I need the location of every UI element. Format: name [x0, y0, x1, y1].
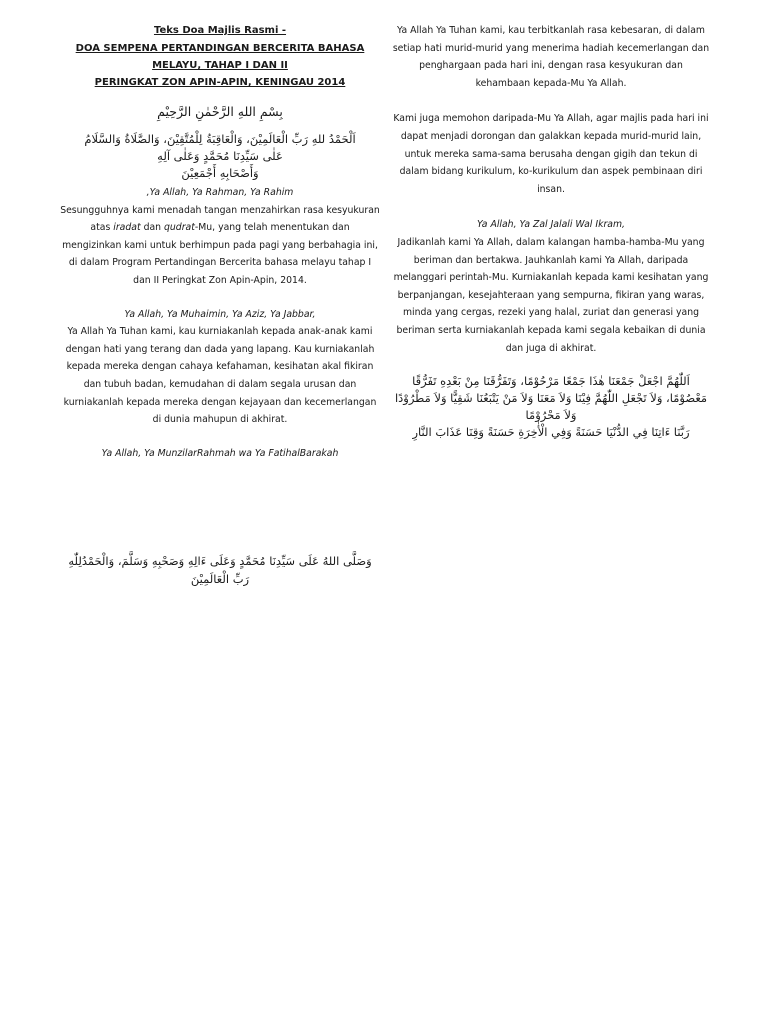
document-title: Teks Doa Majlis Rasmi - — [153, 25, 287, 36]
gratitude-text-b: -Mu, yang telah menentukan dan mengizinkan kami untuk berhimpun pada pagi yang berbahagia ini, di dalam Program Pertandingan Bercerita bahasa melayu tahap I dan II Peringkat Zon Apin-Apin, 2014. — [62, 222, 378, 286]
praise-line-3: وَأَصْحَابِهِ أَجْمَعِيْنَ — [181, 166, 259, 180]
gratitude-text-a: Sesungguhnya kami menadah tangan menzahirkan rasa kesyukuran atas — [60, 204, 380, 234]
conjunction-dan: dan — [140, 222, 165, 234]
bismillah: بِسْمِ اللهِ الرَّحْمٰنِ الرَّحِيْمِ — [157, 104, 283, 119]
doa-gathering-arabic: اَللّٰهُمَّ اجْعَلْ جَمْعَنَا هٰذَا جَمْعًا مَرْحُوْمًا، وَتَفَرُّقَنَا مِنْ بَعْدِهِ تَفَرُّقًا مَعْصُوْمًا، وَلاَ تَجْعَلِ اللّٰهُمَّ فِيْنَا وَلاَ مَعَنَا وَلاَ مَنْ يَتْبَعُنَا شَقِيًّا وَلاَ مَطْرُوْدًا وَلاَ مَحْرُوْمًا — [394, 374, 708, 423]
doa-rabbana-arabic: رَبَّنَا ءَاتِنَا فِي الدُّنْيَا حَسَنَةً وَفِي الْأٰخِرَةِ حَسَنَةً وَقِنَا عَذَابَ النَّارِ — [412, 425, 690, 440]
invocation-rahman: ,Ya Allah, Ya Rahman, Ya Rahim — [146, 187, 294, 198]
award-recipients-paragraph: Ya Allah Ya Tuhan kami, kau terbitkanlah rasa kebesaran, di dalam setiap hati murid-murid yang menerima hadiah kecemerlangan dan penghargaan pada hari ini, dengan rasa kesyukuran dan kehambaan kepada-Mu Ya Allah. — [392, 25, 710, 89]
iradat-term: iradat — [113, 222, 141, 234]
piety-paragraph: Jadikanlah kami Ya Allah, dalam kalangan hamba-hamba-Mu yang beriman dan bertakwa. Jauhkanlah kami Ya Allah, daripada melanggari perintah-Mu. Kurniakanlah kepada kami kesihatan yang berpanjangan, kesejahteraan yang sempurna, fikiran yang waras, minda yang cergas, rezeki yang halal, zuriat dan generasi yang beriman serta kurniakanlah kepada kami segala kebaikan di dunia dan juga di akhirat. — [393, 236, 709, 354]
left-column — [60, 22, 380, 588]
praise-line-2: عَلٰى سَيِّدِنَا مُحَمَّدٍ وَعَلٰى آلِهِ — [157, 149, 283, 163]
right-column — [392, 22, 710, 441]
praise-line-1: اَلْحَمْدُ للهِ رَبِّ الْعَالَمِيْنَ، وَالْعَاقِبَةُ لِلْمُتَّقِيْنَ، وَالصَّلَاةُ وَالسَّلَامُ — [84, 132, 356, 146]
heading-line-1: DOA SEMPENA PERTANDINGAN BERCERITA BAHASA — [75, 43, 365, 54]
invocation-zal-jalali: Ya Allah, Ya Zal Jalali Wal Ikram, — [476, 219, 625, 231]
doa-arabic-block — [392, 373, 710, 441]
encouragement-paragraph: Kami juga memohon daripada-Mu Ya Allah, agar majlis pada hari ini dapat menjadi dorongan dan galakkan kepada murid-murid lain, untuk mereka sama-sama berusaha dengan gigih dan tekun di dalam bidang kurikulum, ko-kurikulum dan aspek pembinaan diri insan. — [393, 113, 709, 195]
heading-line-3: PERINGKAT ZON APIN-APIN, KENINGAU 2014 — [94, 77, 346, 88]
invocation-muhaimin: Ya Allah, Ya Muhaimin, Ya Aziz, Ya Jabbar, — [124, 308, 316, 320]
invocation-munzilar: Ya Allah, Ya MunzilarRahmah wa Ya FatihalBarakah — [101, 447, 339, 459]
opening-praise-arabic — [60, 131, 380, 182]
students-blessing-paragraph: Ya Allah Ya Tuhan kami, kau kurniakanlah kepada anak-anak kami dengan hati yang terang dan dada yang lapang. Kau kurniakanlah kepada mereka dengan cahaya kefahaman, kesihatan akal fikiran dan tubuh badan, kemudahan di dalam segala urusan dan kurniakanlah kepada mereka dengan kejayaan dan kecemerlangan di dunia mahupun di akhirat. — [63, 326, 377, 426]
closing-salawat-arabic: وَصَلَّى اللهُ عَلَى سَيِّدِنَا مُحَمَّدٍ وَعَلَى ءَالِهِ وَصَحْبِهِ وَسَلَّمَ، وَالْحَمْدُلِلّٰهِ رَبِّ الْعَالَمِيْنَ — [68, 554, 372, 587]
gratitude-paragraph — [60, 202, 380, 290]
heading-line-2: MELAYU, TAHAP I DAN II — [152, 60, 288, 71]
qudrat-term: qudrat — [164, 222, 195, 234]
